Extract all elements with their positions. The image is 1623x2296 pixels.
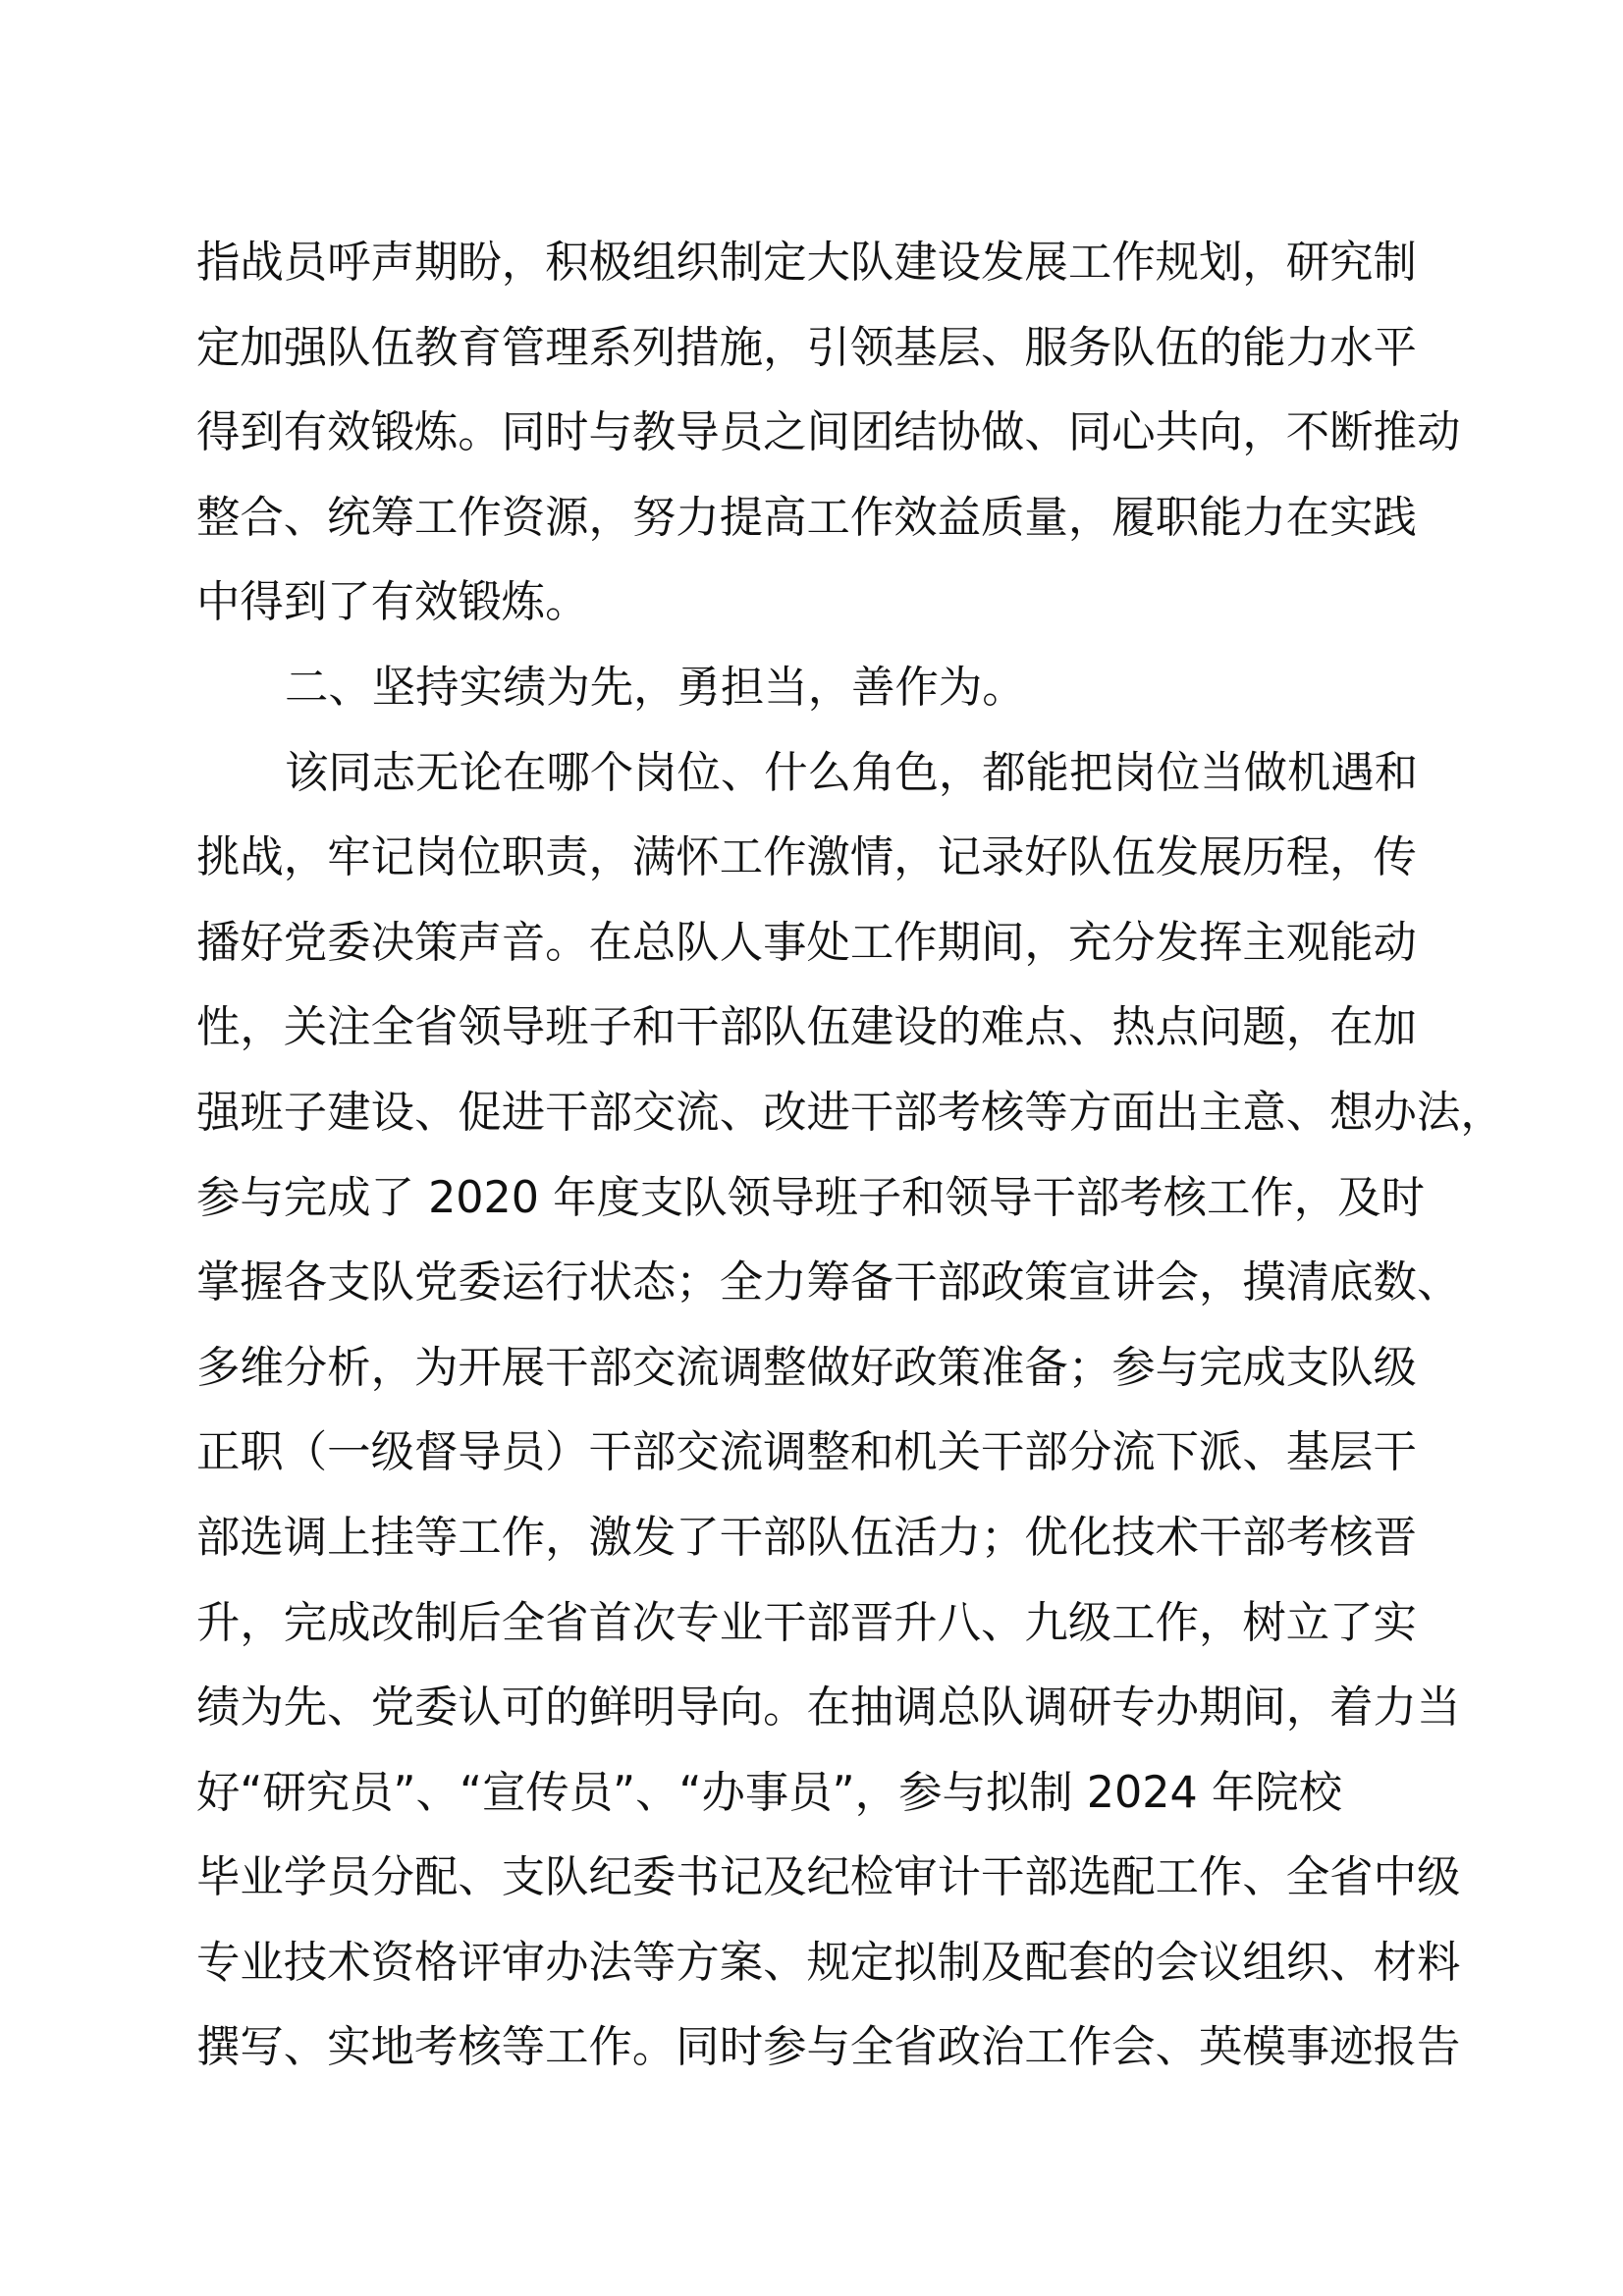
text-line: 掌握各支队党委运行状态；全力筹备干部政策宣讲会，摸清底数、 (196, 1257, 1461, 1308)
text-line: 挑战，牢记岗位职责，满怀工作激情，记录好队伍发展历程，传 (196, 832, 1417, 883)
text-line: 中得到了有效锻炼。 (196, 577, 589, 628)
text-line: 播好党委决策声音。在总队人事处工作期间，充分发挥主观能动 (196, 917, 1417, 968)
text-line: 部选调上挂等工作，激发了干部队伍活力；优化技术干部考核晋 (196, 1512, 1417, 1563)
text-line: 指战员呼声期盼，积极组织制定大队建设发展工作规划，研究制 (196, 238, 1417, 288)
text-line: 得到有效锻炼。同时与教导员之间团结协做、同心共向，不断推动 (196, 407, 1461, 458)
text-line: 好“研究员”、“宣传员”、“办事员”，参与拟制 2024 年院校 (196, 1767, 1342, 1818)
text-line: 撰写、实地考核等工作。同时参与全省政治工作会、英模事迹报告 (196, 2022, 1461, 2073)
text-line: 性，关注全省领导班子和干部队伍建设的难点、热点问题，在加 (196, 1002, 1417, 1053)
text-line: 专业技术资格评审办法等方案、规定拟制及配套的会议组织、材料 (196, 1937, 1461, 1988)
text-line: 定加强队伍教育管理系列措施，引领基层、服务队伍的能力水平 (196, 322, 1417, 373)
text-line: 正职（一级督导员）干部交流调整和机关干部分流下派、基层干 (196, 1427, 1417, 1478)
text-line: 该同志无论在哪个岗位、什么角色，都能把岗位当做机遇和 (285, 747, 1419, 798)
section-heading: 二、坚持实绩为先，勇担当，善作为。 (285, 662, 1026, 713)
document-body (196, 221, 1504, 2091)
text-line: 整合、统筹工作资源，努力提高工作效益质量，履职能力在实践 (196, 492, 1417, 543)
text-line: 绩为先、党委认可的鲜明导向。在抽调总队调研专办期间，着力当 (196, 1682, 1461, 1734)
text-line: 多维分析，为开展干部交流调整做好政策准备；参与完成支队级 (196, 1342, 1417, 1393)
text-line: 参与完成了 2020 年度支队领导班子和领导干部考核工作，及时 (196, 1172, 1425, 1223)
text-line: 强班子建设、促进干部交流、改进干部考核等方面出主意、想办法， (196, 1087, 1504, 1138)
text-line: 升，完成改制后全省首次专业干部晋升八、九级工作，树立了实 (196, 1597, 1417, 1648)
text-line: 毕业学员分配、支队纪委书记及纪检审计干部选配工作、全省中级 (196, 1852, 1461, 1903)
